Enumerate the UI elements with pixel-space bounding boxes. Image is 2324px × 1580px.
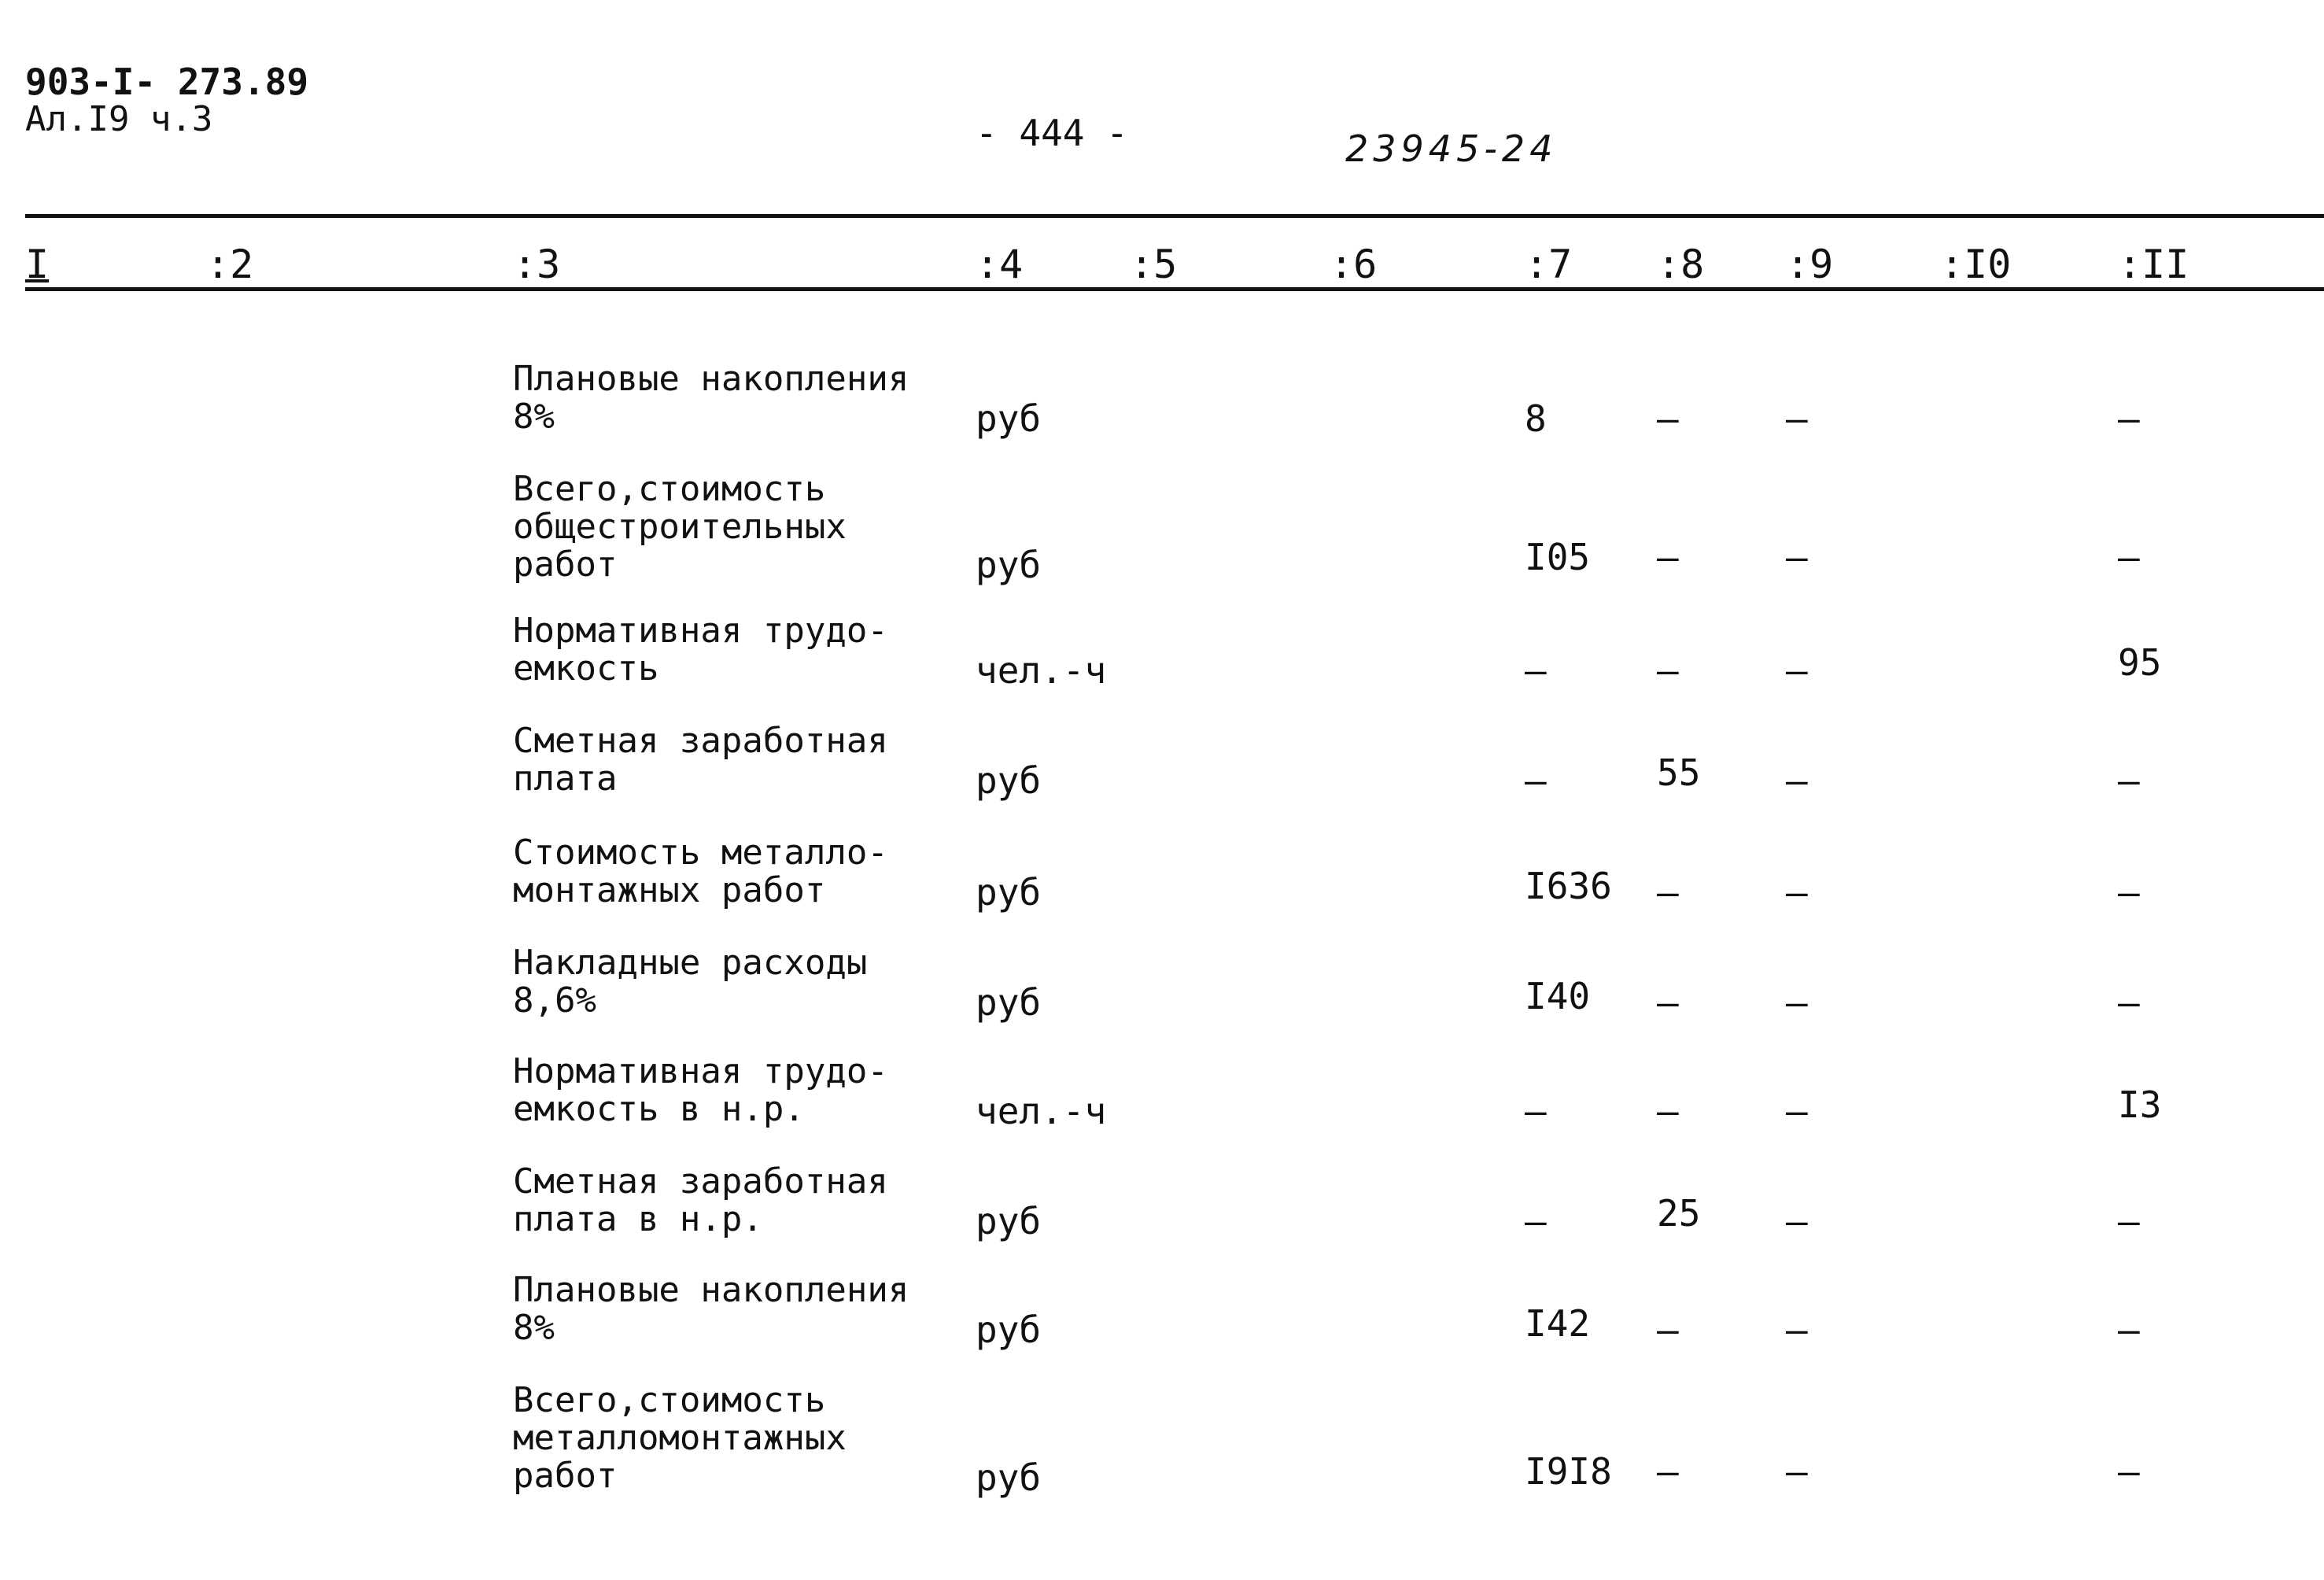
value-col9: – (1786, 1450, 1808, 1493)
column-header-1: I (25, 242, 50, 287)
value-col9: – (1786, 397, 1808, 440)
column-header-11: :II (2118, 242, 2189, 287)
value-col7: – (1525, 1090, 1547, 1132)
column-header-6: :6 (1330, 242, 1378, 287)
value-col8: – (1657, 536, 1679, 578)
column-header-2: :2 (206, 242, 254, 287)
column-header-4: :4 (976, 242, 1024, 287)
value-col7: I05 (1525, 536, 1591, 578)
value-col9: – (1786, 871, 1808, 914)
value-col11: I3 (2118, 1083, 2162, 1126)
value-col8: – (1657, 981, 1679, 1024)
value-col7: – (1525, 1200, 1547, 1242)
column-header-7: :7 (1525, 242, 1573, 287)
value-col7: I9I8 (1525, 1450, 1612, 1493)
unit: руб (976, 981, 1042, 1024)
item-name: Плановые накопления 8% (513, 1270, 909, 1348)
value-col7: – (1525, 649, 1547, 692)
value-col11: – (2118, 1309, 2140, 1351)
value-col11: – (2118, 759, 2140, 802)
value-col7: – (1525, 759, 1547, 802)
unit: руб (976, 1456, 1042, 1499)
value-col9: – (1786, 536, 1808, 578)
value-col7: I40 (1525, 975, 1591, 1017)
item-name: Всего,стоимость металломонтажных работ (513, 1380, 847, 1496)
header-bottom-rule (25, 287, 2324, 291)
column-header-5: :5 (1130, 242, 1178, 287)
value-col7: I636 (1525, 865, 1612, 907)
value-col9: – (1786, 981, 1808, 1024)
value-col8: 55 (1657, 751, 1701, 794)
value-col9: – (1786, 1090, 1808, 1132)
column-header-8: :8 (1657, 242, 1705, 287)
value-col11: – (2118, 536, 2140, 578)
unit: руб (976, 397, 1042, 440)
value-col8: – (1657, 871, 1679, 914)
unit: руб (976, 1309, 1042, 1351)
item-name: Сметная заработная плата в н.р. (513, 1161, 888, 1239)
unit: руб (976, 871, 1042, 914)
inventory-number: 23945-24 (1345, 127, 1558, 170)
value-col11: – (2118, 1200, 2140, 1242)
unit: чел.-ч (976, 1090, 1107, 1132)
item-name: Всего,стоимость общестроительных работ (513, 469, 847, 585)
value-col9: – (1786, 1200, 1808, 1242)
unit: руб (976, 1200, 1042, 1242)
column-header-9: :9 (1786, 242, 1834, 287)
page-number: - 444 - (976, 112, 1128, 154)
value-col7: 8 (1525, 397, 1547, 440)
value-col8: – (1657, 649, 1679, 692)
item-name: Накладные расходы 8,6% (513, 943, 868, 1021)
item-name: Нормативная трудо- емкость в н.р. (513, 1051, 888, 1129)
value-col8: 25 (1657, 1192, 1701, 1235)
value-col8: – (1657, 1450, 1679, 1493)
value-col8: – (1657, 397, 1679, 440)
item-name: Нормативная трудо- емкость (513, 611, 888, 688)
value-col11: – (2118, 871, 2140, 914)
value-col9: – (1786, 649, 1808, 692)
value-col7: I42 (1525, 1302, 1591, 1345)
table-top-rule (25, 214, 2324, 218)
value-col11: – (2118, 397, 2140, 440)
document-code: 903-I- 273.89 (25, 61, 309, 103)
item-name: Стоимость металло- монтажных работ (513, 832, 888, 910)
unit: руб (976, 759, 1042, 802)
unit: руб (976, 544, 1042, 586)
value-col11: 95 (2118, 641, 2162, 684)
unit: чел.-ч (976, 649, 1107, 692)
value-col11: – (2118, 1450, 2140, 1493)
value-col8: – (1657, 1090, 1679, 1132)
value-col9: – (1786, 759, 1808, 802)
item-name: Сметная заработная плата (513, 721, 888, 799)
value-col9: – (1786, 1309, 1808, 1351)
value-col8: – (1657, 1309, 1679, 1351)
item-name: Плановые накопления 8% (513, 359, 909, 437)
value-col11: – (2118, 981, 2140, 1024)
sheet-reference: Ал.I9 ч.3 (25, 99, 213, 139)
column-header-3: :3 (513, 242, 561, 287)
column-header-10: :I0 (1940, 242, 2012, 287)
